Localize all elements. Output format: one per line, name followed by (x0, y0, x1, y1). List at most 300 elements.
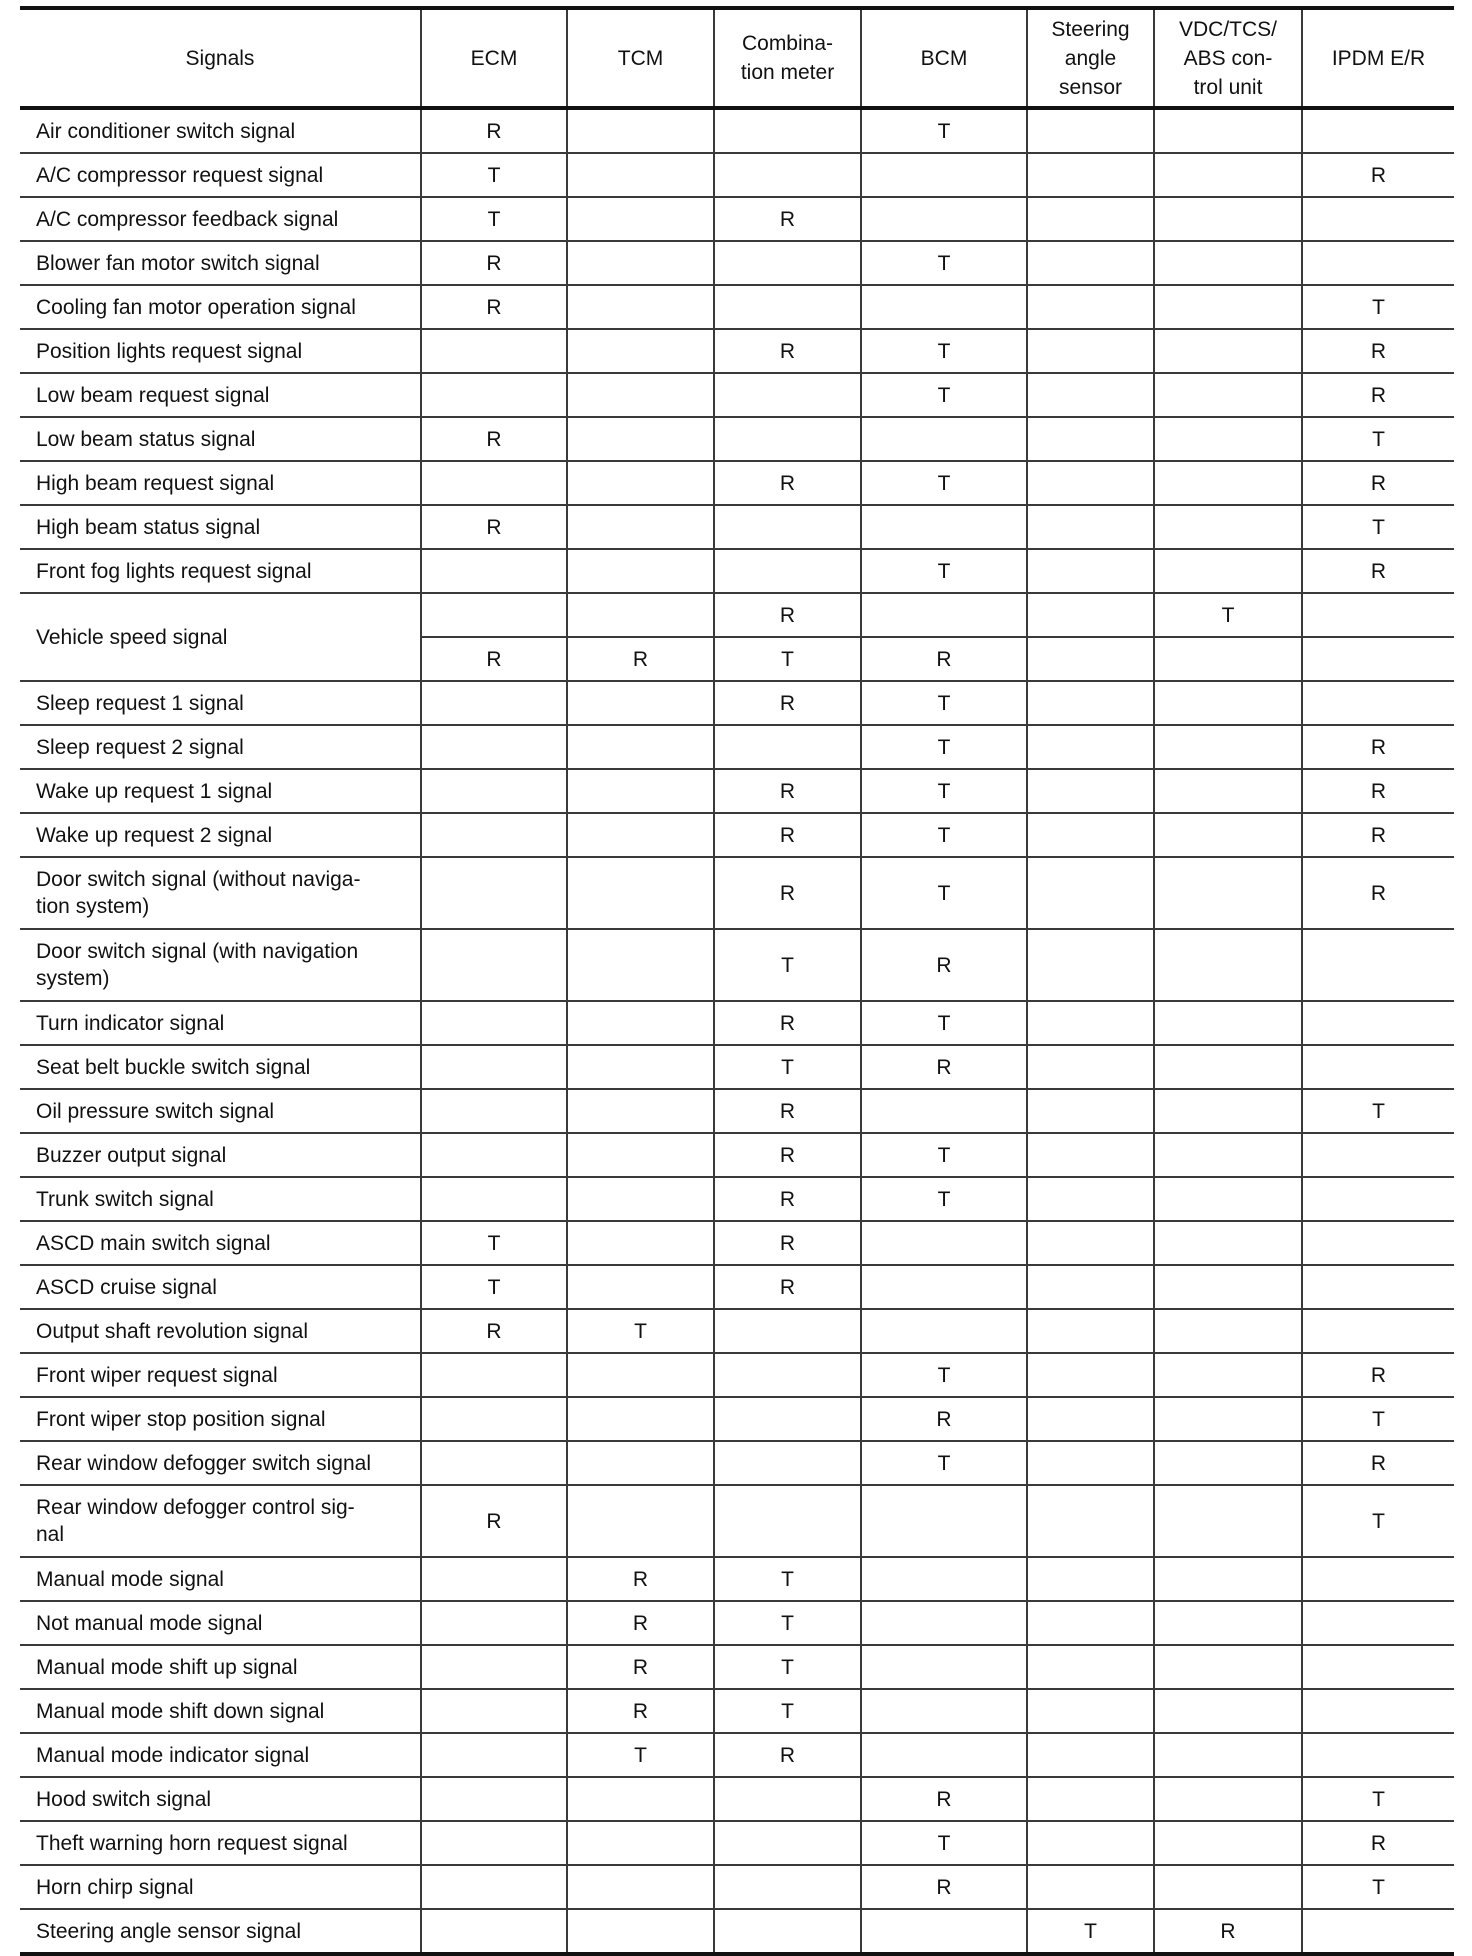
cell-bcm: R (861, 1045, 1027, 1089)
signal-name-cell: Turn indicator signal (20, 1001, 421, 1045)
cell-ecm (421, 1733, 567, 1777)
cell-vdc-tcs-abs (1154, 1133, 1302, 1177)
cell-tcm (567, 1821, 714, 1865)
signal-name-cell: Seat belt buckle switch signal (20, 1045, 421, 1089)
table-row (20, 241, 1454, 285)
signal-name-cell: Low beam status signal (20, 417, 421, 461)
cell-bcm: T (861, 461, 1027, 505)
cell-combination-meter: T (714, 929, 861, 1001)
table-row (20, 1865, 1454, 1909)
cell-tcm (567, 1001, 714, 1045)
column-header-bcm: BCM (861, 8, 1027, 108)
cell-ecm (421, 593, 567, 637)
cell-ecm (421, 1353, 567, 1397)
table-row (20, 153, 1454, 197)
cell-vdc-tcs-abs (1154, 813, 1302, 857)
cell-steering-angle-sensor (1027, 593, 1154, 637)
signal-name-cell: ASCD main switch signal (20, 1221, 421, 1265)
cell-ipdm-er (1302, 1909, 1454, 1954)
cell-tcm (567, 681, 714, 725)
cell-tcm (567, 108, 714, 153)
cell-tcm (567, 549, 714, 593)
cell-bcm: T (861, 813, 1027, 857)
table-row (20, 329, 1454, 373)
cell-tcm: R (567, 637, 714, 681)
cell-vdc-tcs-abs (1154, 417, 1302, 461)
cell-steering-angle-sensor (1027, 285, 1154, 329)
cell-ipdm-er (1302, 1221, 1454, 1265)
cell-steering-angle-sensor (1027, 1309, 1154, 1353)
cell-tcm: R (567, 1689, 714, 1733)
cell-tcm (567, 505, 714, 549)
cell-steering-angle-sensor (1027, 197, 1154, 241)
cell-vdc-tcs-abs (1154, 1645, 1302, 1689)
cell-combination-meter (714, 725, 861, 769)
cell-ipdm-er: R (1302, 373, 1454, 417)
cell-ecm (421, 1177, 567, 1221)
cell-tcm (567, 929, 714, 1001)
cell-vdc-tcs-abs (1154, 549, 1302, 593)
cell-combination-meter (714, 1777, 861, 1821)
cell-vdc-tcs-abs: T (1154, 593, 1302, 637)
table-row (20, 1645, 1454, 1689)
cell-vdc-tcs-abs (1154, 1441, 1302, 1485)
cell-ecm (421, 373, 567, 417)
cell-ecm (421, 1909, 567, 1954)
cell-bcm (861, 1221, 1027, 1265)
signal-name-cell: Manual mode indicator signal (20, 1733, 421, 1777)
cell-steering-angle-sensor (1027, 1045, 1154, 1089)
cell-steering-angle-sensor (1027, 1485, 1154, 1557)
cell-bcm (861, 1733, 1027, 1777)
table-row (20, 285, 1454, 329)
signal-name-cell: Buzzer output signal (20, 1133, 421, 1177)
cell-ipdm-er (1302, 1309, 1454, 1353)
cell-ipdm-er: T (1302, 1485, 1454, 1557)
cell-ecm (421, 1689, 567, 1733)
cell-bcm: T (861, 549, 1027, 593)
cell-ipdm-er: R (1302, 153, 1454, 197)
cell-bcm: T (861, 1821, 1027, 1865)
cell-combination-meter (714, 505, 861, 549)
table-row (20, 681, 1454, 725)
cell-combination-meter (714, 1441, 861, 1485)
signal-name-cell: Air conditioner switch signal (20, 108, 421, 153)
cell-ecm: R (421, 505, 567, 549)
signal-name-cell: ASCD cruise signal (20, 1265, 421, 1309)
cell-ipdm-er (1302, 1133, 1454, 1177)
cell-vdc-tcs-abs (1154, 1557, 1302, 1601)
table-row (20, 108, 1454, 153)
cell-vdc-tcs-abs (1154, 1821, 1302, 1865)
cell-bcm (861, 153, 1027, 197)
cell-ecm (421, 1777, 567, 1821)
cell-combination-meter (714, 1309, 861, 1353)
cell-vdc-tcs-abs (1154, 1001, 1302, 1045)
cell-bcm (861, 1645, 1027, 1689)
cell-ipdm-er: T (1302, 1865, 1454, 1909)
table-row (20, 1309, 1454, 1353)
cell-bcm (861, 1909, 1027, 1954)
signal-table (20, 6, 1454, 1956)
cell-combination-meter: R (714, 1089, 861, 1133)
table-row (20, 1045, 1454, 1089)
cell-ipdm-er: R (1302, 549, 1454, 593)
cell-tcm (567, 461, 714, 505)
cell-steering-angle-sensor (1027, 1001, 1154, 1045)
cell-ecm (421, 725, 567, 769)
signal-name-cell: Blower fan motor switch signal (20, 241, 421, 285)
cell-combination-meter (714, 285, 861, 329)
cell-vdc-tcs-abs (1154, 461, 1302, 505)
cell-bcm (861, 417, 1027, 461)
cell-ipdm-er: R (1302, 725, 1454, 769)
cell-ecm: T (421, 1265, 567, 1309)
cell-tcm: R (567, 1601, 714, 1645)
cell-ipdm-er (1302, 1689, 1454, 1733)
cell-bcm: T (861, 1441, 1027, 1485)
cell-tcm (567, 373, 714, 417)
cell-ecm (421, 1865, 567, 1909)
table-header-row (20, 8, 1454, 108)
cell-vdc-tcs-abs (1154, 108, 1302, 153)
cell-ipdm-er: R (1302, 813, 1454, 857)
cell-ipdm-er (1302, 1177, 1454, 1221)
table-row (20, 813, 1454, 857)
cell-combination-meter (714, 1485, 861, 1557)
cell-bcm: R (861, 1397, 1027, 1441)
signal-name-cell: Manual mode signal (20, 1557, 421, 1601)
cell-ipdm-er (1302, 1601, 1454, 1645)
table-row (20, 857, 1454, 929)
cell-bcm: R (861, 1865, 1027, 1909)
cell-vdc-tcs-abs (1154, 1689, 1302, 1733)
cell-steering-angle-sensor (1027, 637, 1154, 681)
signal-name-cell: A/C compressor request signal (20, 153, 421, 197)
table-row (20, 1733, 1454, 1777)
signal-name-cell: Trunk switch signal (20, 1177, 421, 1221)
cell-ipdm-er (1302, 197, 1454, 241)
cell-bcm (861, 197, 1027, 241)
signal-name-cell: Theft warning horn request signal (20, 1821, 421, 1865)
table-row (20, 769, 1454, 813)
signal-name-cell: Front fog lights request signal (20, 549, 421, 593)
cell-tcm (567, 1133, 714, 1177)
cell-steering-angle-sensor (1027, 461, 1154, 505)
cell-ipdm-er: T (1302, 417, 1454, 461)
cell-steering-angle-sensor (1027, 681, 1154, 725)
cell-tcm (567, 1909, 714, 1954)
cell-bcm: T (861, 681, 1027, 725)
cell-bcm: T (861, 1001, 1027, 1045)
cell-tcm (567, 769, 714, 813)
cell-vdc-tcs-abs (1154, 929, 1302, 1001)
table-row (20, 1557, 1454, 1601)
cell-tcm (567, 1777, 714, 1821)
cell-vdc-tcs-abs: R (1154, 1909, 1302, 1954)
cell-vdc-tcs-abs (1154, 1397, 1302, 1441)
cell-steering-angle-sensor (1027, 417, 1154, 461)
cell-tcm (567, 593, 714, 637)
cell-tcm (567, 417, 714, 461)
cell-steering-angle-sensor (1027, 1441, 1154, 1485)
cell-vdc-tcs-abs (1154, 1733, 1302, 1777)
column-header-vdc-tcs-abs: VDC/TCS/ ABS con- trol unit (1154, 8, 1302, 108)
signal-name-cell: High beam status signal (20, 505, 421, 549)
cell-combination-meter (714, 417, 861, 461)
signal-name-cell: A/C compressor feedback signal (20, 197, 421, 241)
cell-combination-meter (714, 1909, 861, 1954)
cell-vdc-tcs-abs (1154, 1221, 1302, 1265)
cell-combination-meter: R (714, 1001, 861, 1045)
cell-combination-meter (714, 241, 861, 285)
cell-combination-meter: R (714, 681, 861, 725)
cell-steering-angle-sensor (1027, 108, 1154, 153)
cell-steering-angle-sensor (1027, 1645, 1154, 1689)
signal-name-cell: Front wiper request signal (20, 1353, 421, 1397)
cell-vdc-tcs-abs (1154, 1177, 1302, 1221)
cell-ipdm-er: R (1302, 329, 1454, 373)
cell-ecm (421, 1045, 567, 1089)
cell-vdc-tcs-abs (1154, 153, 1302, 197)
cell-vdc-tcs-abs (1154, 505, 1302, 549)
cell-tcm: T (567, 1309, 714, 1353)
cell-steering-angle-sensor (1027, 857, 1154, 929)
signal-name-cell: Wake up request 2 signal (20, 813, 421, 857)
cell-combination-meter (714, 153, 861, 197)
cell-steering-angle-sensor (1027, 1557, 1154, 1601)
cell-combination-meter: T (714, 1045, 861, 1089)
column-header-combination-meter: Combina- tion meter (714, 8, 861, 108)
table-row (20, 417, 1454, 461)
table-row (20, 461, 1454, 505)
cell-tcm: R (567, 1645, 714, 1689)
cell-ipdm-er: R (1302, 1441, 1454, 1485)
cell-combination-meter (714, 373, 861, 417)
column-header-steering-angle-sensor: Steering angle sensor (1027, 8, 1154, 108)
cell-steering-angle-sensor (1027, 549, 1154, 593)
cell-combination-meter: R (714, 813, 861, 857)
cell-steering-angle-sensor (1027, 1777, 1154, 1821)
cell-bcm: R (861, 929, 1027, 1001)
signal-name-cell: Door switch signal (with navigation system) (20, 929, 421, 1001)
cell-bcm (861, 1485, 1027, 1557)
signal-name-cell: Cooling fan motor operation signal (20, 285, 421, 329)
table-row (20, 929, 1454, 1001)
cell-ipdm-er: R (1302, 1821, 1454, 1865)
cell-ecm: R (421, 417, 567, 461)
cell-steering-angle-sensor (1027, 153, 1154, 197)
cell-steering-angle-sensor (1027, 1265, 1154, 1309)
cell-tcm (567, 1221, 714, 1265)
cell-tcm (567, 241, 714, 285)
cell-ecm: R (421, 1485, 567, 1557)
cell-ecm (421, 1001, 567, 1045)
cell-ipdm-er: T (1302, 1777, 1454, 1821)
cell-ecm (421, 461, 567, 505)
cell-steering-angle-sensor (1027, 1177, 1154, 1221)
table-row (20, 1601, 1454, 1645)
cell-bcm (861, 1689, 1027, 1733)
signal-name-cell: Hood switch signal (20, 1777, 421, 1821)
cell-steering-angle-sensor (1027, 1397, 1154, 1441)
cell-combination-meter: R (714, 857, 861, 929)
signal-name-cell: Rear window defogger control sig- nal (20, 1485, 421, 1557)
cell-bcm: T (861, 1133, 1027, 1177)
cell-ipdm-er: T (1302, 1397, 1454, 1441)
cell-ipdm-er: R (1302, 1353, 1454, 1397)
cell-bcm: T (861, 108, 1027, 153)
table-row (20, 1001, 1454, 1045)
cell-ecm: R (421, 241, 567, 285)
cell-combination-meter: R (714, 593, 861, 637)
cell-bcm: T (861, 725, 1027, 769)
cell-tcm (567, 1485, 714, 1557)
cell-bcm (861, 593, 1027, 637)
cell-bcm (861, 505, 1027, 549)
cell-steering-angle-sensor (1027, 1221, 1154, 1265)
cell-tcm (567, 1265, 714, 1309)
cell-ipdm-er (1302, 1045, 1454, 1089)
cell-steering-angle-sensor: T (1027, 1909, 1154, 1954)
cell-ecm (421, 549, 567, 593)
cell-ecm (421, 1821, 567, 1865)
cell-combination-meter (714, 1865, 861, 1909)
cell-steering-angle-sensor (1027, 1865, 1154, 1909)
cell-tcm (567, 1089, 714, 1133)
cell-combination-meter: R (714, 461, 861, 505)
cell-bcm (861, 285, 1027, 329)
table-row (20, 1777, 1454, 1821)
cell-steering-angle-sensor (1027, 1601, 1154, 1645)
cell-vdc-tcs-abs (1154, 1045, 1302, 1089)
cell-vdc-tcs-abs (1154, 285, 1302, 329)
cell-steering-angle-sensor (1027, 1133, 1154, 1177)
column-header-ipdm-er: IPDM E/R (1302, 8, 1454, 108)
cell-ipdm-er: T (1302, 285, 1454, 329)
cell-steering-angle-sensor (1027, 505, 1154, 549)
signal-name-cell: Manual mode shift up signal (20, 1645, 421, 1689)
signal-name-cell: Horn chirp signal (20, 1865, 421, 1909)
cell-steering-angle-sensor (1027, 769, 1154, 813)
cell-vdc-tcs-abs (1154, 197, 1302, 241)
cell-ecm (421, 1557, 567, 1601)
cell-combination-meter (714, 1821, 861, 1865)
cell-ecm: T (421, 197, 567, 241)
column-header-tcm: TCM (567, 8, 714, 108)
cell-tcm (567, 1397, 714, 1441)
cell-steering-angle-sensor (1027, 1821, 1154, 1865)
table-row (20, 1909, 1454, 1954)
cell-combination-meter: T (714, 1645, 861, 1689)
cell-steering-angle-sensor (1027, 1689, 1154, 1733)
cell-combination-meter (714, 108, 861, 153)
cell-bcm: T (861, 769, 1027, 813)
cell-vdc-tcs-abs (1154, 1601, 1302, 1645)
table-row (20, 1177, 1454, 1221)
table-row (20, 505, 1454, 549)
cell-bcm (861, 1089, 1027, 1133)
cell-vdc-tcs-abs (1154, 637, 1302, 681)
cell-steering-angle-sensor (1027, 241, 1154, 285)
cell-ecm (421, 329, 567, 373)
cell-bcm: T (861, 329, 1027, 373)
cell-combination-meter: T (714, 637, 861, 681)
cell-combination-meter: R (714, 1177, 861, 1221)
cell-vdc-tcs-abs (1154, 681, 1302, 725)
cell-tcm: R (567, 1557, 714, 1601)
cell-combination-meter (714, 1353, 861, 1397)
cell-ipdm-er: R (1302, 857, 1454, 929)
table-row (20, 1689, 1454, 1733)
table-row (20, 1821, 1454, 1865)
signal-name-cell: Vehicle speed signal (20, 593, 421, 681)
cell-bcm: R (861, 637, 1027, 681)
cell-tcm (567, 329, 714, 373)
cell-combination-meter: T (714, 1689, 861, 1733)
cell-ipdm-er: R (1302, 769, 1454, 813)
cell-vdc-tcs-abs (1154, 857, 1302, 929)
cell-steering-angle-sensor (1027, 1733, 1154, 1777)
table-row (20, 1353, 1454, 1397)
cell-vdc-tcs-abs (1154, 725, 1302, 769)
cell-ecm (421, 1441, 567, 1485)
cell-ecm (421, 813, 567, 857)
cell-tcm (567, 1865, 714, 1909)
cell-vdc-tcs-abs (1154, 329, 1302, 373)
table-row (20, 1089, 1454, 1133)
signal-name-cell: High beam request signal (20, 461, 421, 505)
cell-steering-angle-sensor (1027, 813, 1154, 857)
signal-name-cell: Position lights request signal (20, 329, 421, 373)
column-header-signals: Signals (20, 8, 421, 108)
table-body (20, 108, 1454, 1954)
table-row (20, 593, 1454, 637)
table-row (20, 1397, 1454, 1441)
cell-combination-meter: T (714, 1557, 861, 1601)
cell-combination-meter: R (714, 329, 861, 373)
cell-ipdm-er: T (1302, 1089, 1454, 1133)
cell-ecm (421, 681, 567, 725)
column-header-ecm: ECM (421, 8, 567, 108)
cell-ecm (421, 857, 567, 929)
cell-ipdm-er (1302, 1557, 1454, 1601)
cell-bcm: T (861, 857, 1027, 929)
cell-tcm (567, 1441, 714, 1485)
cell-ecm: R (421, 637, 567, 681)
table-row (20, 725, 1454, 769)
cell-steering-angle-sensor (1027, 1089, 1154, 1133)
cell-ecm: T (421, 153, 567, 197)
cell-vdc-tcs-abs (1154, 1309, 1302, 1353)
cell-bcm: T (861, 1177, 1027, 1221)
table-row (20, 1441, 1454, 1485)
cell-ipdm-er (1302, 593, 1454, 637)
cell-vdc-tcs-abs (1154, 1265, 1302, 1309)
cell-tcm (567, 725, 714, 769)
cell-tcm (567, 1177, 714, 1221)
cell-combination-meter (714, 1397, 861, 1441)
signal-name-cell: Manual mode shift down signal (20, 1689, 421, 1733)
cell-tcm (567, 285, 714, 329)
signal-name-cell: Oil pressure switch signal (20, 1089, 421, 1133)
cell-combination-meter: R (714, 1221, 861, 1265)
cell-ipdm-er (1302, 1001, 1454, 1045)
signal-name-cell: Sleep request 1 signal (20, 681, 421, 725)
cell-bcm (861, 1265, 1027, 1309)
cell-vdc-tcs-abs (1154, 241, 1302, 285)
cell-tcm (567, 197, 714, 241)
